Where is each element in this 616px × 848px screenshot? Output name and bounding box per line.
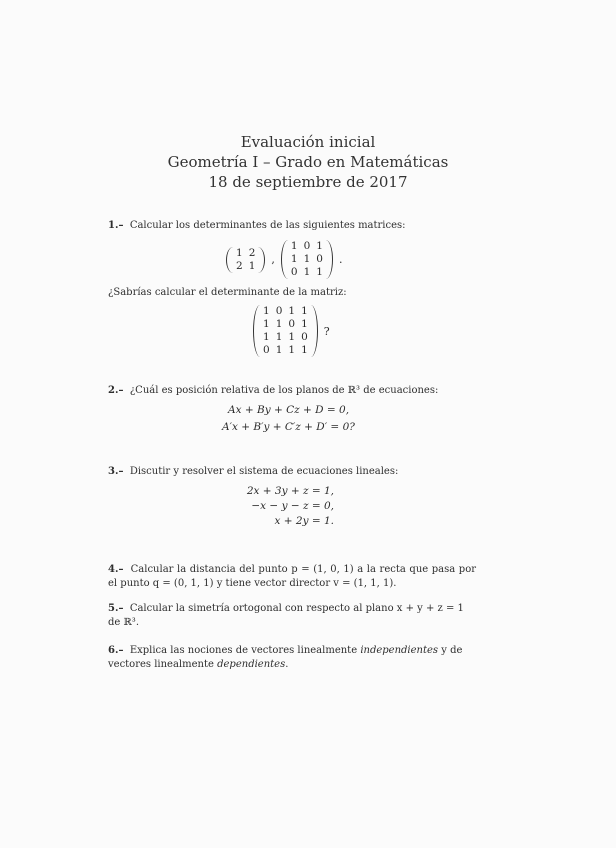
problem-5-statement: 5.– Calcular la simetría ortogonal con respecto al plano x + y + z = 1 de ℝ³. xyxy=(108,603,464,628)
exam-subtitle: Geometría I – Grado en Matemáticas xyxy=(167,153,449,171)
problem-1-matrices: 1 2 2 1 , 1 0 1 1 1 0 0 1 1 . xyxy=(226,240,348,279)
problem-1-statement: 1.– Calcular los determinantes de las siguientes matrices: xyxy=(108,220,406,231)
matrix-b: 1 0 1 1 1 0 0 1 1 xyxy=(281,240,333,279)
problem-4-statement: 4.– Calcular la distancia del punto p = (1, 0, 1) a la recta que pasa por el punto q = (0, 1, 1) y tiene vector director v = (1, 1, 1). xyxy=(108,564,477,589)
problem-3-statement: 3.– Discutir y resolver el sistema de ecuaciones lineales: xyxy=(108,466,399,477)
problem-1-question: ¿Sabrías calcular el determinante de la matriz: xyxy=(108,287,347,298)
system-equation-1: 2x + 3y + z = 1, xyxy=(246,485,334,497)
problem-2-equation-2: A′x + B′y + C′z + D′ = 0? xyxy=(222,421,355,433)
problem-2-equation-1: Ax + By + Cz + D = 0, xyxy=(228,404,350,416)
exam-title: Evaluación inicial xyxy=(240,133,376,151)
matrix-a: 1 2 2 1 xyxy=(226,247,265,273)
exam-date: 18 de septiembre de 2017 xyxy=(208,173,408,191)
matrix-c: 1 0 1 1 1 1 0 1 1 1 1 0 0 1 1 1 xyxy=(253,305,318,357)
problem-2-statement: 2.– ¿Cuál es posición relativa de los planos de ℝ³ de ecuaciones: xyxy=(108,385,439,396)
system-equation-2: −x − y − z = 0, xyxy=(251,500,334,512)
problem-1-matrix-c-row: 1 0 1 1 1 1 0 1 1 1 1 0 0 1 1 1 ? xyxy=(253,305,336,357)
exam-header xyxy=(0,132,616,192)
system-equation-3: x + 2y = 1. xyxy=(274,515,334,527)
problem-6-statement: 6.– Explica las nociones de vectores linealmente independientes y de vectores linealmente dependientes. xyxy=(108,645,463,670)
problem-3-system xyxy=(240,484,334,529)
